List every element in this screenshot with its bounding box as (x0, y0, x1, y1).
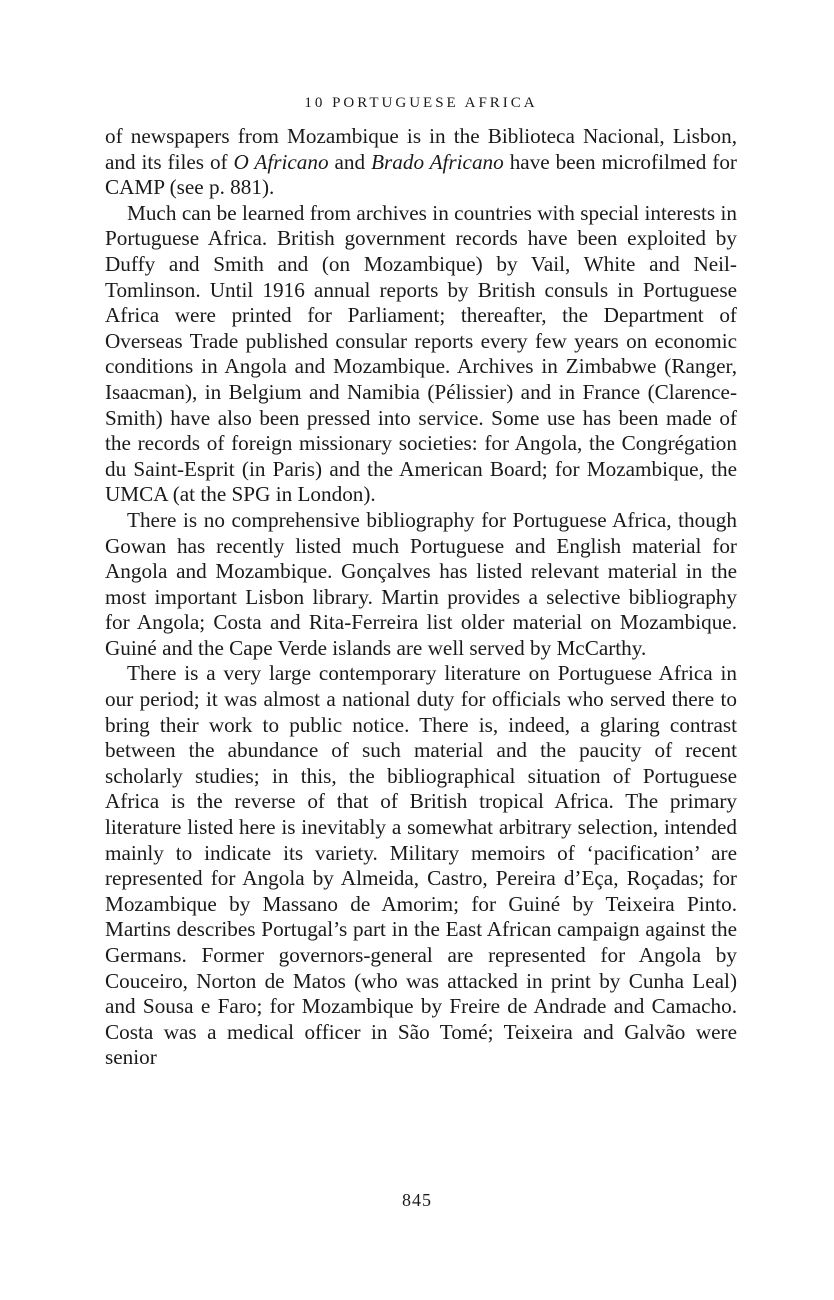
text-run: Much can be learned from archives in countries with special interests in Portuguese Africa. British government records have been exploited by Duffy and Smith and (on Mozambique) by Vail, White and Neil-Tomlinson. Until 1916 annual reports by British consuls in Portuguese Africa were printed for Parliament; thereafter, the Department of Overseas Trade published consular reports every few years on economic conditions in Angola and Mozambique. Archives in Zimbabwe (Ranger, Isaacman), in Belgium and Namibia (Pélissier) and in France (Clarence-Smith) have also been pressed into service. Some use has been made of the records of foreign missionary societies: for Angola, the Congrégation du Saint-Esprit (in Paris) and the American Board; for Mozambique, the UMCA (at the SPG in London). (105, 200, 737, 507)
page-content (105, 92, 737, 1071)
running-head: 10 PORTUGUESE AFRICA (304, 95, 538, 111)
text-run: There is no comprehensive bibliography for Portuguese Africa, though Gowan has recently listed much Portuguese and English material for Angola and Mozambique. Gonçalves has listed relevant material in the most important Lisbon library. Martin provides a selective bibliography for Angola; Costa and Rita-Ferreira list older material on Mozambique. Guiné and the Cape Verde islands are well served by McCarthy. (105, 507, 737, 660)
body-text (105, 124, 737, 1071)
text-run: There is a very large contemporary literature on Portuguese Africa in our period; it was almost a national duty for officials who served there to bring their work to public notice. There is, indeed, a glaring contrast between the abundance of such material and the paucity of recent scholarly studies; in this, the bibliographical situation of Portuguese Africa is the reverse of that of British tropical Africa. The primary literature listed here is inevitably a somewhat arbitrary selection, intended mainly to indicate its variety. Military memoirs of ‘pacification’ are represented for Angola by Almeida, Castro, Pereira d’Eça, Roçadas; for Mozambique by Massano de Amorim; for Guiné by Teixeira Pinto. Martins describes Portugal’s part in the East African campaign against the Germans. Former governors-general are represented for Angola by Couceiro, Norton de Matos (who was attacked in print by Cunha Leal) and Sousa e Faro; for Mozambique by Freire de Andrade and Camacho. Costa was a medical officer in São Tomé; Teixeira and Galvão were senior (105, 661, 737, 1070)
paragraph (105, 508, 737, 662)
text-run: of newspapers from Mozambique is in the Biblioteca Nacional, Lisbon, and its files of (105, 124, 737, 174)
page-number: 845 (402, 1190, 432, 1210)
text-run: and (328, 149, 372, 174)
text-run: have been microfilmed for CAMP (see p. 881). (105, 149, 737, 200)
paragraph (105, 661, 737, 1071)
paragraph (105, 201, 737, 508)
paragraph (105, 124, 737, 201)
italic-title: Brado Africano (371, 149, 504, 174)
italic-title: O Africano (233, 149, 329, 174)
